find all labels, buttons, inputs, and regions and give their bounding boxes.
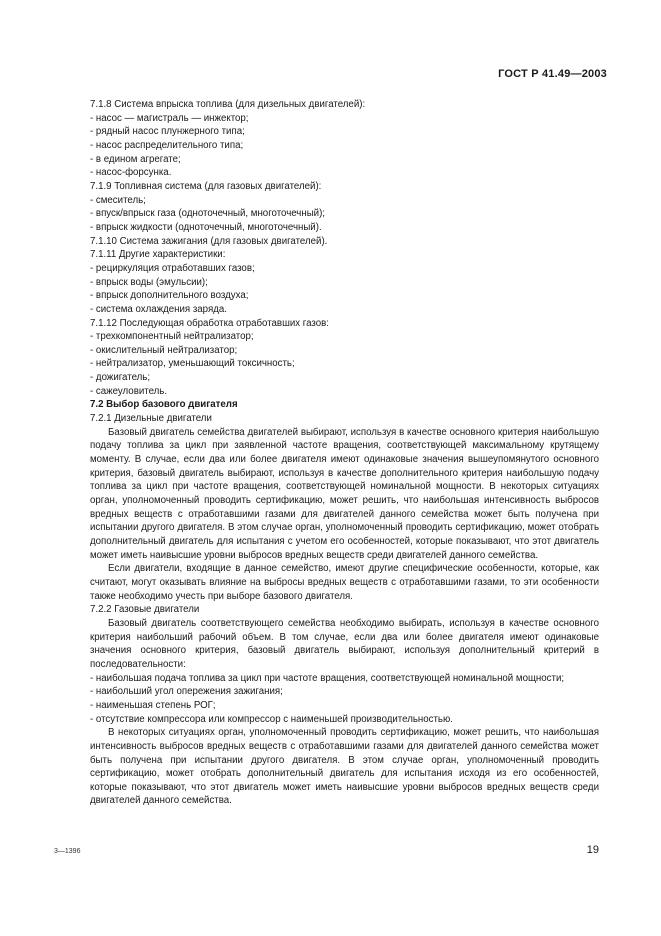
paragraph: В некоторых ситуациях орган, уполномоченный проводить сертификацию, может решить, что наибольшая интенсивность выбросов вредных веществ с отработавшими газами для двигателей данного семейства может быть получена при испытании другого двигателя. В этом случае орган, уполномоченный проводить сертификацию, может отобрать дополнительный двигатель для испытания исходя из его особенностей, которые показывают, что этот двигатель может иметь наивысшие уровни выбросов вредных веществ среди двигателей данного семейства. [90,727,599,807]
list-item: - окислительный нейтрализатор; [90,344,238,356]
paragraph: Базовый двигатель семейства двигателей выбирают, используя в качестве основного критерия наибольшую подачу топлива за цикл при заявленной частоте вращения, соответствующей максимальному крутящему моменту. В случае, если два или более двигателя имеют одинаковые значения вышеупомянутого основного критерия, базовый двигатель выбирают, используя в качестве дополнительного критерия наибольшую подачу топлива за цикл при частоте вращения, соответствующей номинальной мощности. В некоторых ситуациях орган, уполномоченный проводить сертификацию, может решить, что наибольшая интенсивность выбросов вредных веществ с отработавшими газами для двигателей данного семейства может быть получена при испытании другого двигателя. В этом случае орган, уполномоченный проводить сертификацию, может отобрать дополнительный двигатель для испытания с учетом его особенностей, которые показывают, что этот двигатель может иметь наивысшие уровни выбросов вредных веществ среди двигателей данного семейства. [90,426,599,561]
clause-7-1-8: 7.1.8 Система впрыска топлива (для дизельных двигателей): [90,99,366,110]
paragraph: Если двигатели, входящие в данное семейство, имеют другие специфические особенности, которые, как считают, могут оказывать влияние на выбросы вредных веществ с отработавшими газами, то эти особенности также необходимо учесть при выборе базового двигателя. [90,563,599,602]
list-item: - система охлаждения заряда. [90,303,227,315]
list-item: - впрыск воды (эмульсии); [90,276,208,288]
list-item: - рядный насос плунжерного типа; [90,126,245,138]
list-item: - дожигатель; [90,372,151,384]
list-item: - сажеуловитель. [90,385,168,397]
clause-7-1-9: 7.1.9 Топливная система (для газовых двигателей): [90,180,322,192]
list-item: - наименьшая степень РОГ; [90,699,216,711]
list-item: - смеситель; [90,194,146,206]
list-item: - наибольшая подача топлива за цикл при частоте вращения, соответствующей номинальной мощности; [90,672,565,684]
list-item: - наибольший угол опережения зажигания; [90,686,283,698]
clause-7-2-2: 7.2.2 Газовые двигатели [90,604,200,616]
print-mark: 3—1396 [54,848,81,855]
list-item: - насос распределительного типа; [90,139,244,151]
clause-7-1-12: 7.1.12 Последующая обработка отработавших газов: [90,317,329,329]
list-item: - впрыск жидкости (одноточечный, многоточечный). [90,221,322,233]
list-item: - в едином агрегате; [90,153,181,165]
clause-7-1-11: 7.1.11 Другие характеристики: [90,249,226,261]
list-item: - рециркуляция отработавших газов; [90,262,255,274]
document-body [90,98,599,808]
list-item: - насос — магистраль — инжектор; [90,112,249,124]
list-item: - отсутствие компрессора или компрессор с наименьшей производительностью. [90,713,453,725]
list-item: - нейтрализатор, уменьшающий токсичность; [90,358,295,370]
clause-7-2-1: 7.2.1 Дизельные двигатели [90,413,212,425]
document-code: ГОСТ Р 41.49—2003 [498,68,607,80]
page-number: 19 [586,844,599,856]
paragraph: Базовый двигатель соответствующего семейства необходимо выбирать, используя в качестве основного критерия наибольший рабочий объем. В том случае, если два или более двигателя имеют одинаковые значения основного критерия, базовый двигатель выбирают, используя дополнительный критерий в последовательности: [90,617,599,670]
clause-7-1-10: 7.1.10 Система зажигания (для газовых двигателей). [90,235,328,247]
list-item: - насос-форсунка. [90,167,172,179]
section-heading-7-2: 7.2 Выбор базового двигателя [90,399,238,411]
list-item: - впуск/впрыск газа (одноточечный, многоточечный); [90,208,325,220]
list-item: - трехкомпонентный нейтрализатор; [90,331,254,343]
list-item: - впрыск дополнительного воздуха; [90,290,249,302]
